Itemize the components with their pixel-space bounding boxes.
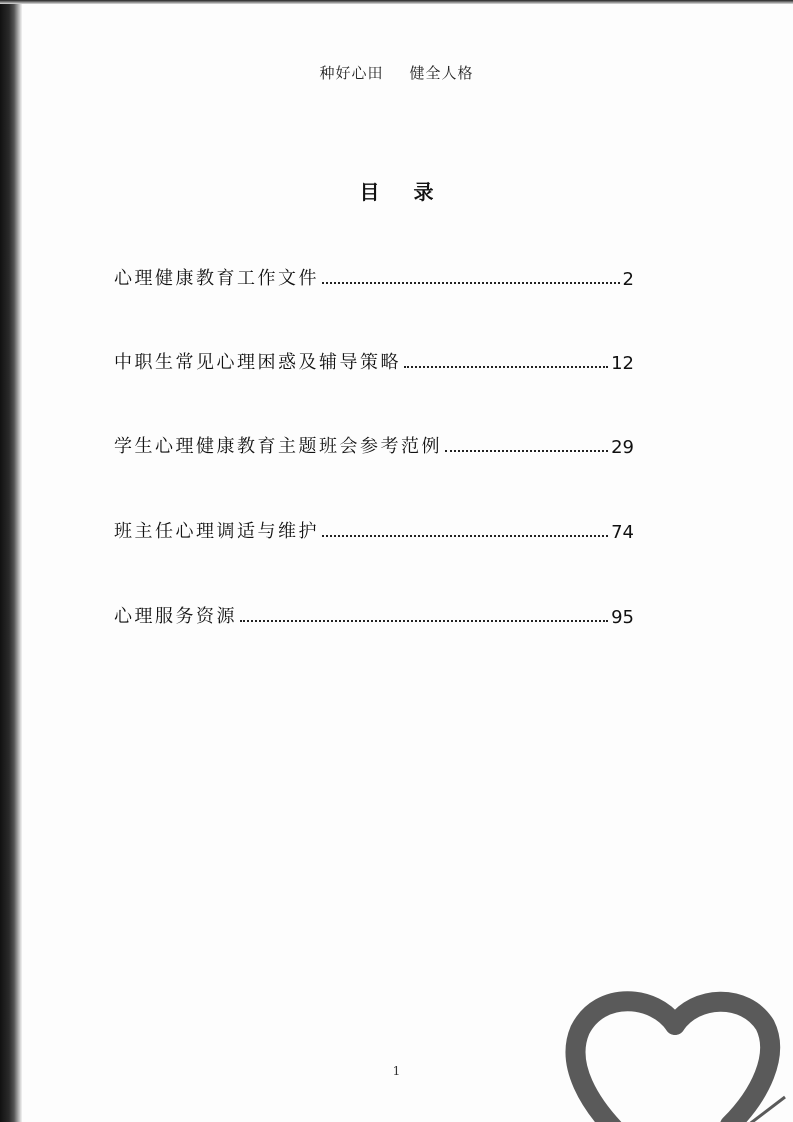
toc-entry-label: 心理健康教育工作文件	[114, 268, 319, 289]
toc-entry-page: 12	[611, 353, 634, 374]
toc-entry-label: 心理服务资源	[114, 606, 237, 627]
dot-leader	[404, 365, 608, 368]
motto-left: 种好心田	[319, 64, 384, 82]
page-number: 1	[392, 1064, 401, 1078]
dot-leader	[322, 281, 620, 284]
toc-entry[interactable]	[114, 260, 634, 290]
header-motto	[0, 62, 793, 83]
scan-edge-left	[0, 0, 22, 1122]
dot-leader	[240, 619, 608, 622]
toc-entry-page: 2	[622, 269, 634, 290]
toc-entry[interactable]	[114, 344, 634, 374]
motto-right: 健全人格	[409, 64, 474, 82]
dot-leader	[445, 449, 608, 452]
toc-entry[interactable]	[114, 513, 634, 543]
dot-leader	[322, 534, 608, 537]
toc-entry[interactable]	[114, 428, 634, 458]
toc-entry-label: 学生心理健康教育主题班会参考范例	[114, 436, 442, 457]
toc-entry-label: 班主任心理调适与维护	[114, 521, 319, 542]
toc-entry-page: 74	[611, 522, 634, 543]
toc-title: 目录	[359, 180, 468, 204]
toc-entry-page: 29	[611, 437, 634, 458]
toc-entry-page: 95	[611, 607, 634, 628]
toc-entry[interactable]	[114, 598, 634, 628]
heart-outline-icon	[560, 985, 793, 1122]
toc-entry-label: 中职生常见心理困惑及辅导策略	[114, 352, 401, 373]
scan-edge-top	[0, 0, 793, 4]
